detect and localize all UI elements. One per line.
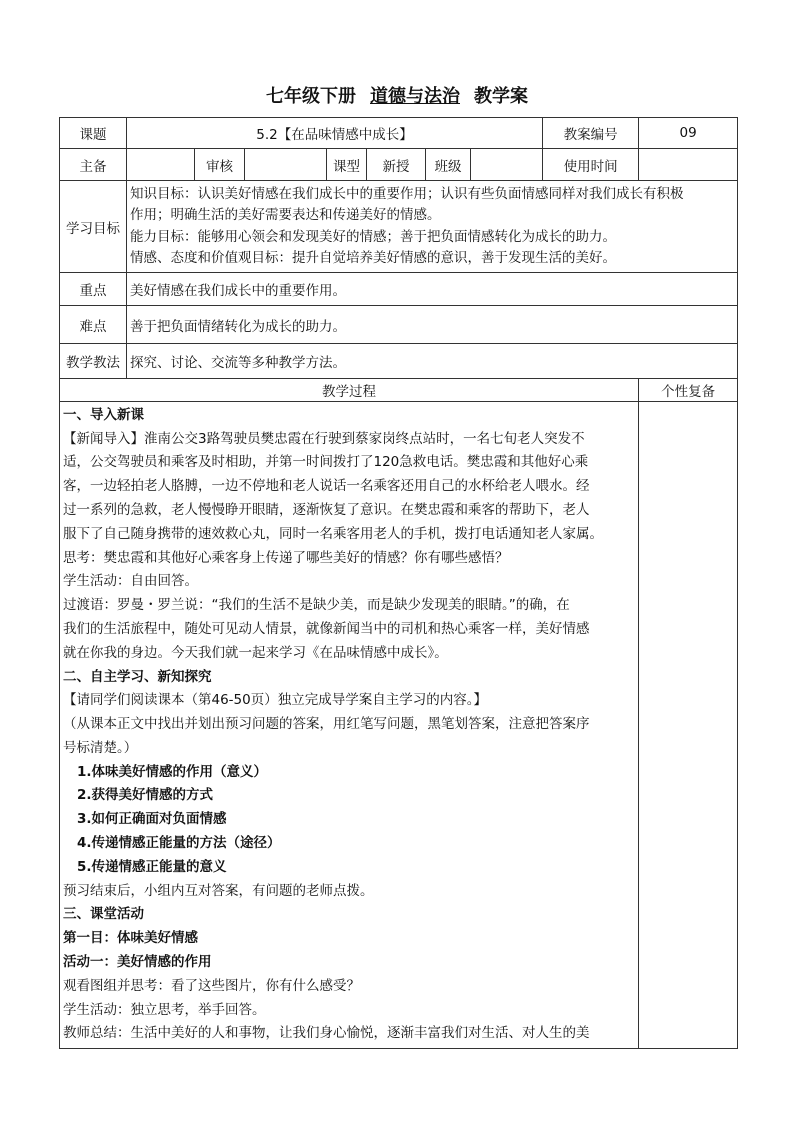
process-line: 教师总结：生活中美好的人和事物，让我们身心愉悦，逐渐丰富我们对生活、对人生的美 <box>63 1025 590 1042</box>
plan-no-value: 09 <box>639 118 738 149</box>
process-header-row <box>60 379 738 402</box>
topic-row <box>60 118 738 149</box>
section-3-subtitle: 第一目：体味美好情感 <box>63 930 198 947</box>
goal-line: 作用；明确生活的美好需要表达和传递美好的情感。 <box>130 207 441 223</box>
process-line: 学生活动：自由回答。 <box>63 573 198 590</box>
title-grade: 七年级下册 <box>266 86 356 107</box>
lesson-plan-table <box>59 117 738 1049</box>
review-label: 审核 <box>195 149 245 181</box>
personal-notes-cell <box>639 402 738 1049</box>
personal-header: 个性复备 <box>639 379 738 402</box>
section-1-title: 一、导入新课 <box>63 406 144 423</box>
type-label: 课型 <box>327 149 367 181</box>
activity-1-title: 活动一：美好情感的作用 <box>63 954 212 971</box>
section-3-title: 三、课堂活动 <box>63 906 144 923</box>
goal-line: 能力目标：能够用心领会和发现美好的情感；善于把负面情感转化为成长的助力。 <box>130 228 616 245</box>
goals-row <box>60 181 738 273</box>
preview-item: 3.如何正确面对负面情感 <box>77 811 227 828</box>
difficulty-row <box>60 306 738 344</box>
process-line: 观看图组并思考：看了这些图片，你有什么感受？ <box>63 977 360 994</box>
time-label: 使用时间 <box>543 149 639 181</box>
preview-item: 1.体味美好情感的作用（意义） <box>77 763 268 780</box>
topic-label: 课题 <box>60 118 127 149</box>
preview-item: 2.获得美好情感的方式 <box>77 787 214 804</box>
process-line: 【新闻导入】淮南公交3路驾驶员樊忠霞在行驶到蔡家岗终点站时，一名七旬老人突发不 <box>63 430 585 447</box>
goals-content <box>127 181 738 273</box>
lead-label: 主备 <box>60 149 127 181</box>
goal-line: 知识目标：认识美好情感在我们成长中的重要作用；认识有些负面情感同样对我们成长有积极 <box>130 185 684 202</box>
type-value: 新授 <box>367 149 426 181</box>
info-row <box>60 149 738 181</box>
process-line: 思考：樊忠霞和其他好心乘客身上传递了哪些美好的情感？你有哪些感悟？ <box>63 549 509 566</box>
review-value <box>245 149 327 181</box>
class-label: 班级 <box>426 149 471 181</box>
process-line: 过渡语：罗曼・罗兰说：“我们的生活不是缺少美，而是缺少发现美的眼睛。”的确，在 <box>63 597 570 614</box>
process-line: （从课本正文中找出并划出预习问题的答案，用红笔写问题，黑笔划答案，注意把答案序 <box>63 716 590 733</box>
section-2-title: 二、自主学习、新知探究 <box>63 668 212 685</box>
process-line: 学生活动：独立思考，举手回答。 <box>63 1001 266 1018</box>
goals-label: 学习目标 <box>60 181 127 273</box>
class-value <box>471 149 543 181</box>
document-title <box>0 86 794 108</box>
process-line: 号标清楚。） <box>63 739 138 756</box>
key-point-label: 重点 <box>60 273 127 306</box>
process-line: 服下了自己随身携带的速效救心丸，同时一名乘客用老人的手机，拨打电话通知老人家属。 <box>63 525 603 542</box>
title-subject: 道德与法治 <box>370 86 460 107</box>
process-header: 教学过程 <box>60 379 639 402</box>
process-line: 客，一边轻拍老人胳膊，一边不停地和老人说话一名乘客还用自己的水杯给老人喂水。经 <box>63 478 590 495</box>
time-value <box>639 149 738 181</box>
process-row <box>60 402 738 1049</box>
process-line: 适，公交驾驶员和乘客及时相助，并第一时间拨打了120急救电话。樊忠霞和其他好心乘 <box>63 454 589 471</box>
goal-line: 情感、态度和价值观目标：提升自觉培养美好情感的意识，善于发现生活的美好。 <box>130 250 616 266</box>
method-label: 教学教法 <box>60 344 127 379</box>
lead-value <box>127 149 195 181</box>
process-line: 预习结束后，小组内互对答案，有问题的老师点拨。 <box>63 882 374 899</box>
difficulty-value: 善于把负面情绪转化为成长的助力。 <box>127 306 738 344</box>
title-suffix: 教学案 <box>474 86 528 107</box>
process-content <box>60 402 639 1049</box>
process-line: 就在你我的身边。今天我们就一起来学习《在品味情感中成长》。 <box>63 644 448 661</box>
process-line: 过一系列的急救，老人慢慢睁开眼睛，逐渐恢复了意识。在樊忠霞和乘客的帮助下，老人 <box>63 501 590 518</box>
method-row <box>60 344 738 379</box>
key-point-row <box>60 273 738 306</box>
preview-item: 5.传递情感正能量的意义 <box>77 858 227 875</box>
topic-value: 5.2【在品味情感中成长】 <box>127 118 543 149</box>
process-line: 我们的生活旅程中，随处可见动人情景，就像新闻当中的司机和热心乘客一样，美好情感 <box>63 620 590 637</box>
process-line: 【请同学们阅读课本（第46-50页）独立完成导学案自主学习的内容。】 <box>63 692 487 709</box>
key-point-value: 美好情感在我们成长中的重要作用。 <box>127 273 738 306</box>
difficulty-label: 难点 <box>60 306 127 344</box>
preview-item: 4.传递情感正能量的方法（途径） <box>77 835 281 852</box>
plan-no-label: 教案编号 <box>543 118 639 149</box>
method-value: 探究、讨论、交流等多种教学方法。 <box>127 344 738 379</box>
